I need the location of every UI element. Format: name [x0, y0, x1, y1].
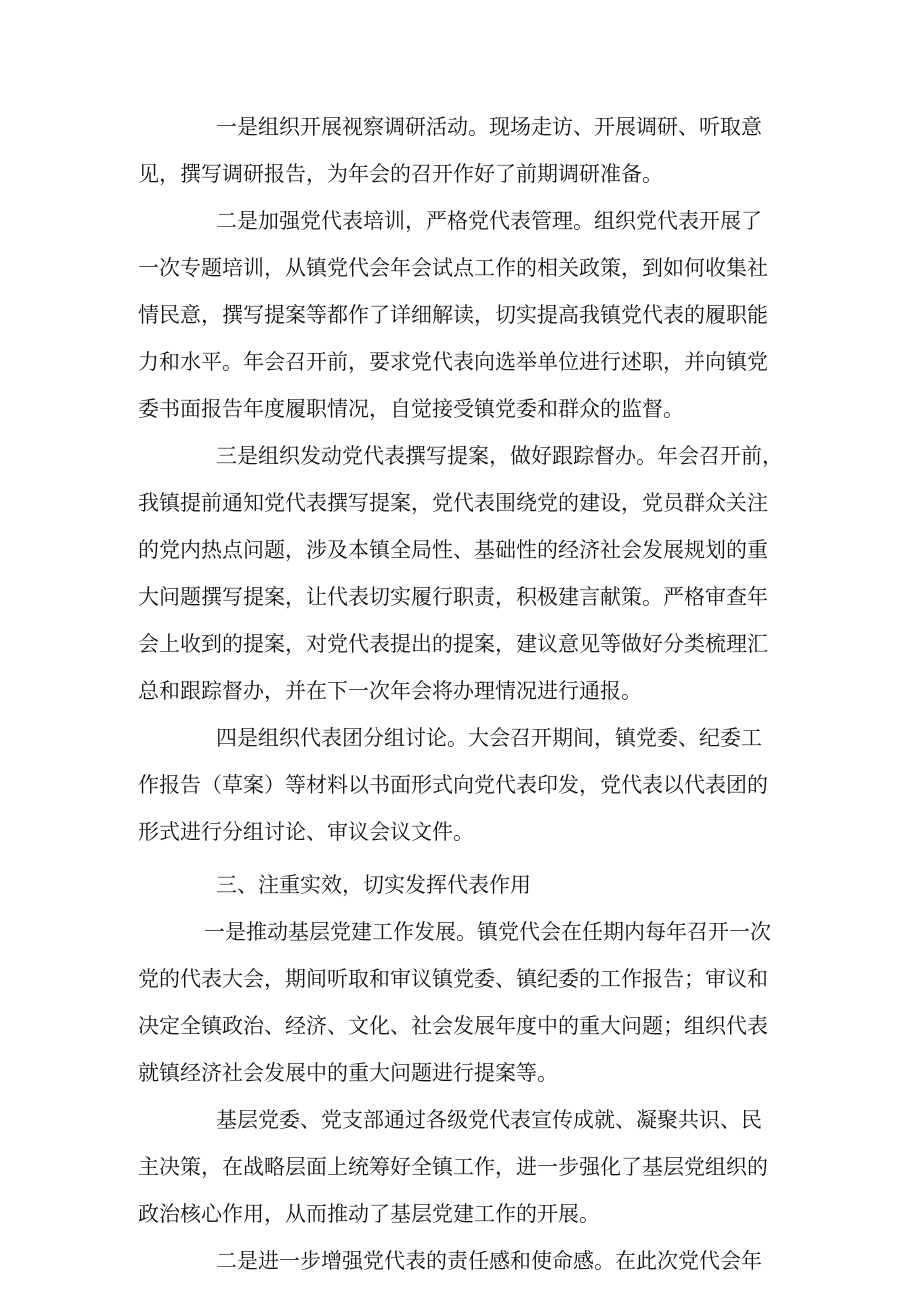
paragraph [138, 1238, 786, 1285]
paragraph-line: 会上收到的提案，对党代表提出的提案，建议意见等做好分类梳理汇 [138, 632, 768, 656]
paragraph-line: 大问题撰写提案，让代表切实履行职责，积极建言献策。严格审查年 [138, 585, 768, 609]
paragraph [138, 1097, 786, 1238]
paragraph-line: 形式进行分组讨论、审议会议文件。 [138, 820, 474, 844]
paragraph-line: 政治核心作用，从而推动了基层党建工作的开展。 [138, 1202, 600, 1226]
paragraph-line: 一次专题培训，从镇党代会年会试点工作的相关政策，到如何收集社 [138, 256, 768, 280]
paragraph-first-line: 一是推动基层党建工作发展。镇党代会在任期内每年召开一次 [204, 920, 771, 944]
paragraph [138, 862, 786, 909]
paragraph [138, 433, 786, 715]
paragraph-line: 就镇经济社会发展中的重大问题进行提案等。 [138, 1061, 558, 1085]
paragraph-line: 主决策，在战略层面上统筹好全镇工作，进一步强化了基层党组织的 [138, 1155, 768, 1179]
paragraph-line: 见，撰写调研报告，为年会的召开作好了前期调研准备。 [138, 162, 663, 186]
paragraph [138, 104, 786, 198]
paragraph-line: 作报告（草案）等材料以书面形式向党代表印发，党代表以代表团的 [138, 773, 768, 797]
paragraph [138, 715, 786, 856]
paragraph-first-line: 四是组织代表团分组讨论。大会召开期间，镇党委、纪委工 [216, 726, 762, 750]
paragraph-line: 总和跟踪督办，并在下一次年会将办理情况进行通报。 [138, 679, 642, 703]
document-body [138, 104, 786, 1285]
paragraph-first-line: 一是组织开展视察调研活动。现场走访、开展调研、听取意 [216, 115, 762, 139]
paragraph-line: 我镇提前通知党代表撰写提案，党代表围绕党的建设，党员群众关注 [138, 491, 768, 515]
paragraph-first-line: 基层党委、党支部通过各级党代表宣传成就、凝聚共识、民 [216, 1108, 762, 1132]
paragraph-line: 党的代表大会，期间听取和审议镇党委、镇纪委的工作报告；审议和 [138, 967, 768, 991]
paragraph-line: 委书面报告年度履职情况，自觉接受镇党委和群众的监督。 [138, 397, 684, 421]
paragraph [138, 909, 786, 1097]
paragraph-line: 的党内热点问题，涉及本镇全局性、基础性的经济社会发展规划的重 [138, 538, 768, 562]
paragraph-first-line: 二是加强党代表培训，严格党代表管理。组织党代表开展了 [216, 209, 762, 233]
paragraph-line: 力和水平。年会召开前，要求党代表向选举单位进行述职，并向镇党 [138, 350, 768, 374]
paragraph-line: 决定全镇政治、经济、文化、社会发展年度中的重大问题；组织代表 [138, 1014, 768, 1038]
paragraph-first-line: 二是进一步增强党代表的责任感和使命感。在此次党代会年 [216, 1249, 762, 1273]
paragraph-line: 情民意，撰写提案等都作了详细解读，切实提高我镇党代表的履职能 [138, 303, 768, 327]
paragraph-first-line: 三是组织发动党代表撰写提案，做好跟踪督办。年会召开前， [216, 444, 783, 468]
paragraph-first-line: 三、注重实效，切实发挥代表作用 [216, 873, 531, 897]
paragraph [138, 198, 786, 433]
